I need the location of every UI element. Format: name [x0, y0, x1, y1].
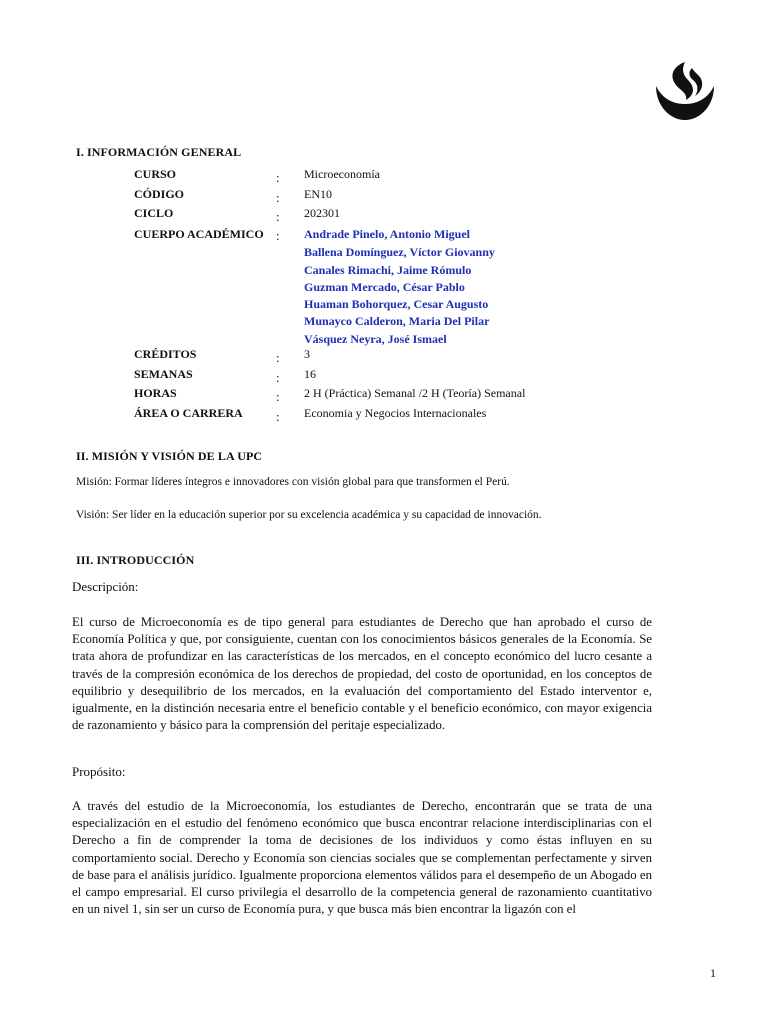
professor-name: Huaman Bohorquez, Cesar Augusto	[304, 297, 489, 311]
professor-name: Guzman Mercado, César Pablo	[304, 280, 465, 294]
section-title-mision-vision: II. MISIÓN Y VISIÓN DE LA UPC	[76, 449, 263, 463]
vision-text: Visión: Ser líder en la educación superior por su excelencia académica y su capacidad de innovación.	[76, 509, 542, 521]
descripcion-paragraph: El curso de Microeconomía es de tipo general para estudiantes de Derecho que han aprobado el curso de Economía Política y que, por consiguiente, cuentan con los conocimientos básicos generales de la Economía. Se trata ahora de profundizar en las características de los mercados, en el concepto económico del lucro cesante a través de la compresión económica de los derechos de propiedad, del costo de oportunidad, en los conceptos de equilibrio y desequilibrio de los mercados, en la evaluación del comportamiento del Estado interventor e, igualmente, en la distinción necesaria entre el beneficio contable y el beneficio económico, con mayor exigencia de razonamiento y básico para la comprensión del peritaje especializado.	[72, 615, 652, 733]
value-semanas: 16	[304, 367, 316, 381]
label-curso: CURSO	[134, 167, 177, 181]
section-title-intro: III. INTRODUCCIÓN	[76, 553, 195, 567]
proposito-paragraph: A través del estudio de la Microeconomía, los estudiantes de Derecho, encontrarán que se trata de una especialización en el estudio del fenómeno económico que busca encontrar relacione interdisciplinarias con el Derecho a fin de comprender la toma de decisiones de los individuos y como éstas influyen en su comportamiento social. Derecho y Economía son ciencias sociales que se complementan perfectamente y sirven de base para el análisis jurídico. Igualmente proporciona elementos válidos para el desempeño de un Abogado en el campo empresarial. El curso privilegia el desarrollo de la competencia general de razonamiento cuantitativo en un nivel 1, sin ser un curso de Economía pura, y que busca más bien encontrar la ligazón con el	[72, 799, 652, 917]
label-creditos: CRÉDITOS	[134, 347, 197, 361]
label-area: ÁREA O CARRERA	[134, 406, 243, 420]
colon: :	[276, 190, 280, 205]
colon: :	[276, 228, 280, 243]
proposito-label: Propósito:	[72, 764, 126, 779]
label-horas: HORAS	[134, 386, 177, 400]
professor-name: Andrade Pinelo, Antonio Miguel	[304, 227, 471, 241]
professor-name: Canales Rimachi, Jaime Rómulo	[304, 263, 472, 277]
colon: :	[276, 409, 280, 424]
colon: :	[276, 370, 280, 385]
professor-name: Munayco Calderon, Maria Del Pilar	[304, 314, 490, 328]
label-cuerpo-academico: CUERPO ACADÉMICO	[134, 227, 264, 241]
professor-name: Vásquez Neyra, José Ismael	[304, 332, 447, 346]
colon: :	[276, 389, 280, 404]
colon: :	[276, 350, 280, 365]
value-curso: Microeconomía	[304, 167, 380, 181]
colon: :	[276, 209, 280, 224]
descripcion-label: Descripción:	[72, 579, 139, 594]
colon: :	[276, 170, 280, 185]
label-semanas: SEMANAS	[134, 367, 193, 381]
section-title-general: I. INFORMACIÓN GENERAL	[76, 145, 242, 159]
label-codigo: CÓDIGO	[134, 187, 185, 201]
value-ciclo: 202301	[304, 206, 340, 220]
page-number: 1	[710, 966, 716, 980]
value-codigo: EN10	[304, 187, 332, 201]
value-area: Economia y Negocios Internacionales	[304, 406, 487, 420]
mision-text: Misión: Formar líderes íntegros e innovadores con visión global para que transformen el Perú.	[76, 476, 510, 488]
value-creditos: 3	[304, 347, 310, 361]
professor-name: Ballena Domínguez, Víctor Giovanny	[304, 245, 495, 259]
value-horas: 2 H (Práctica) Semanal /2 H (Teoría) Semanal	[304, 386, 526, 400]
upc-logo	[652, 60, 718, 122]
label-ciclo: CICLO	[134, 206, 174, 220]
